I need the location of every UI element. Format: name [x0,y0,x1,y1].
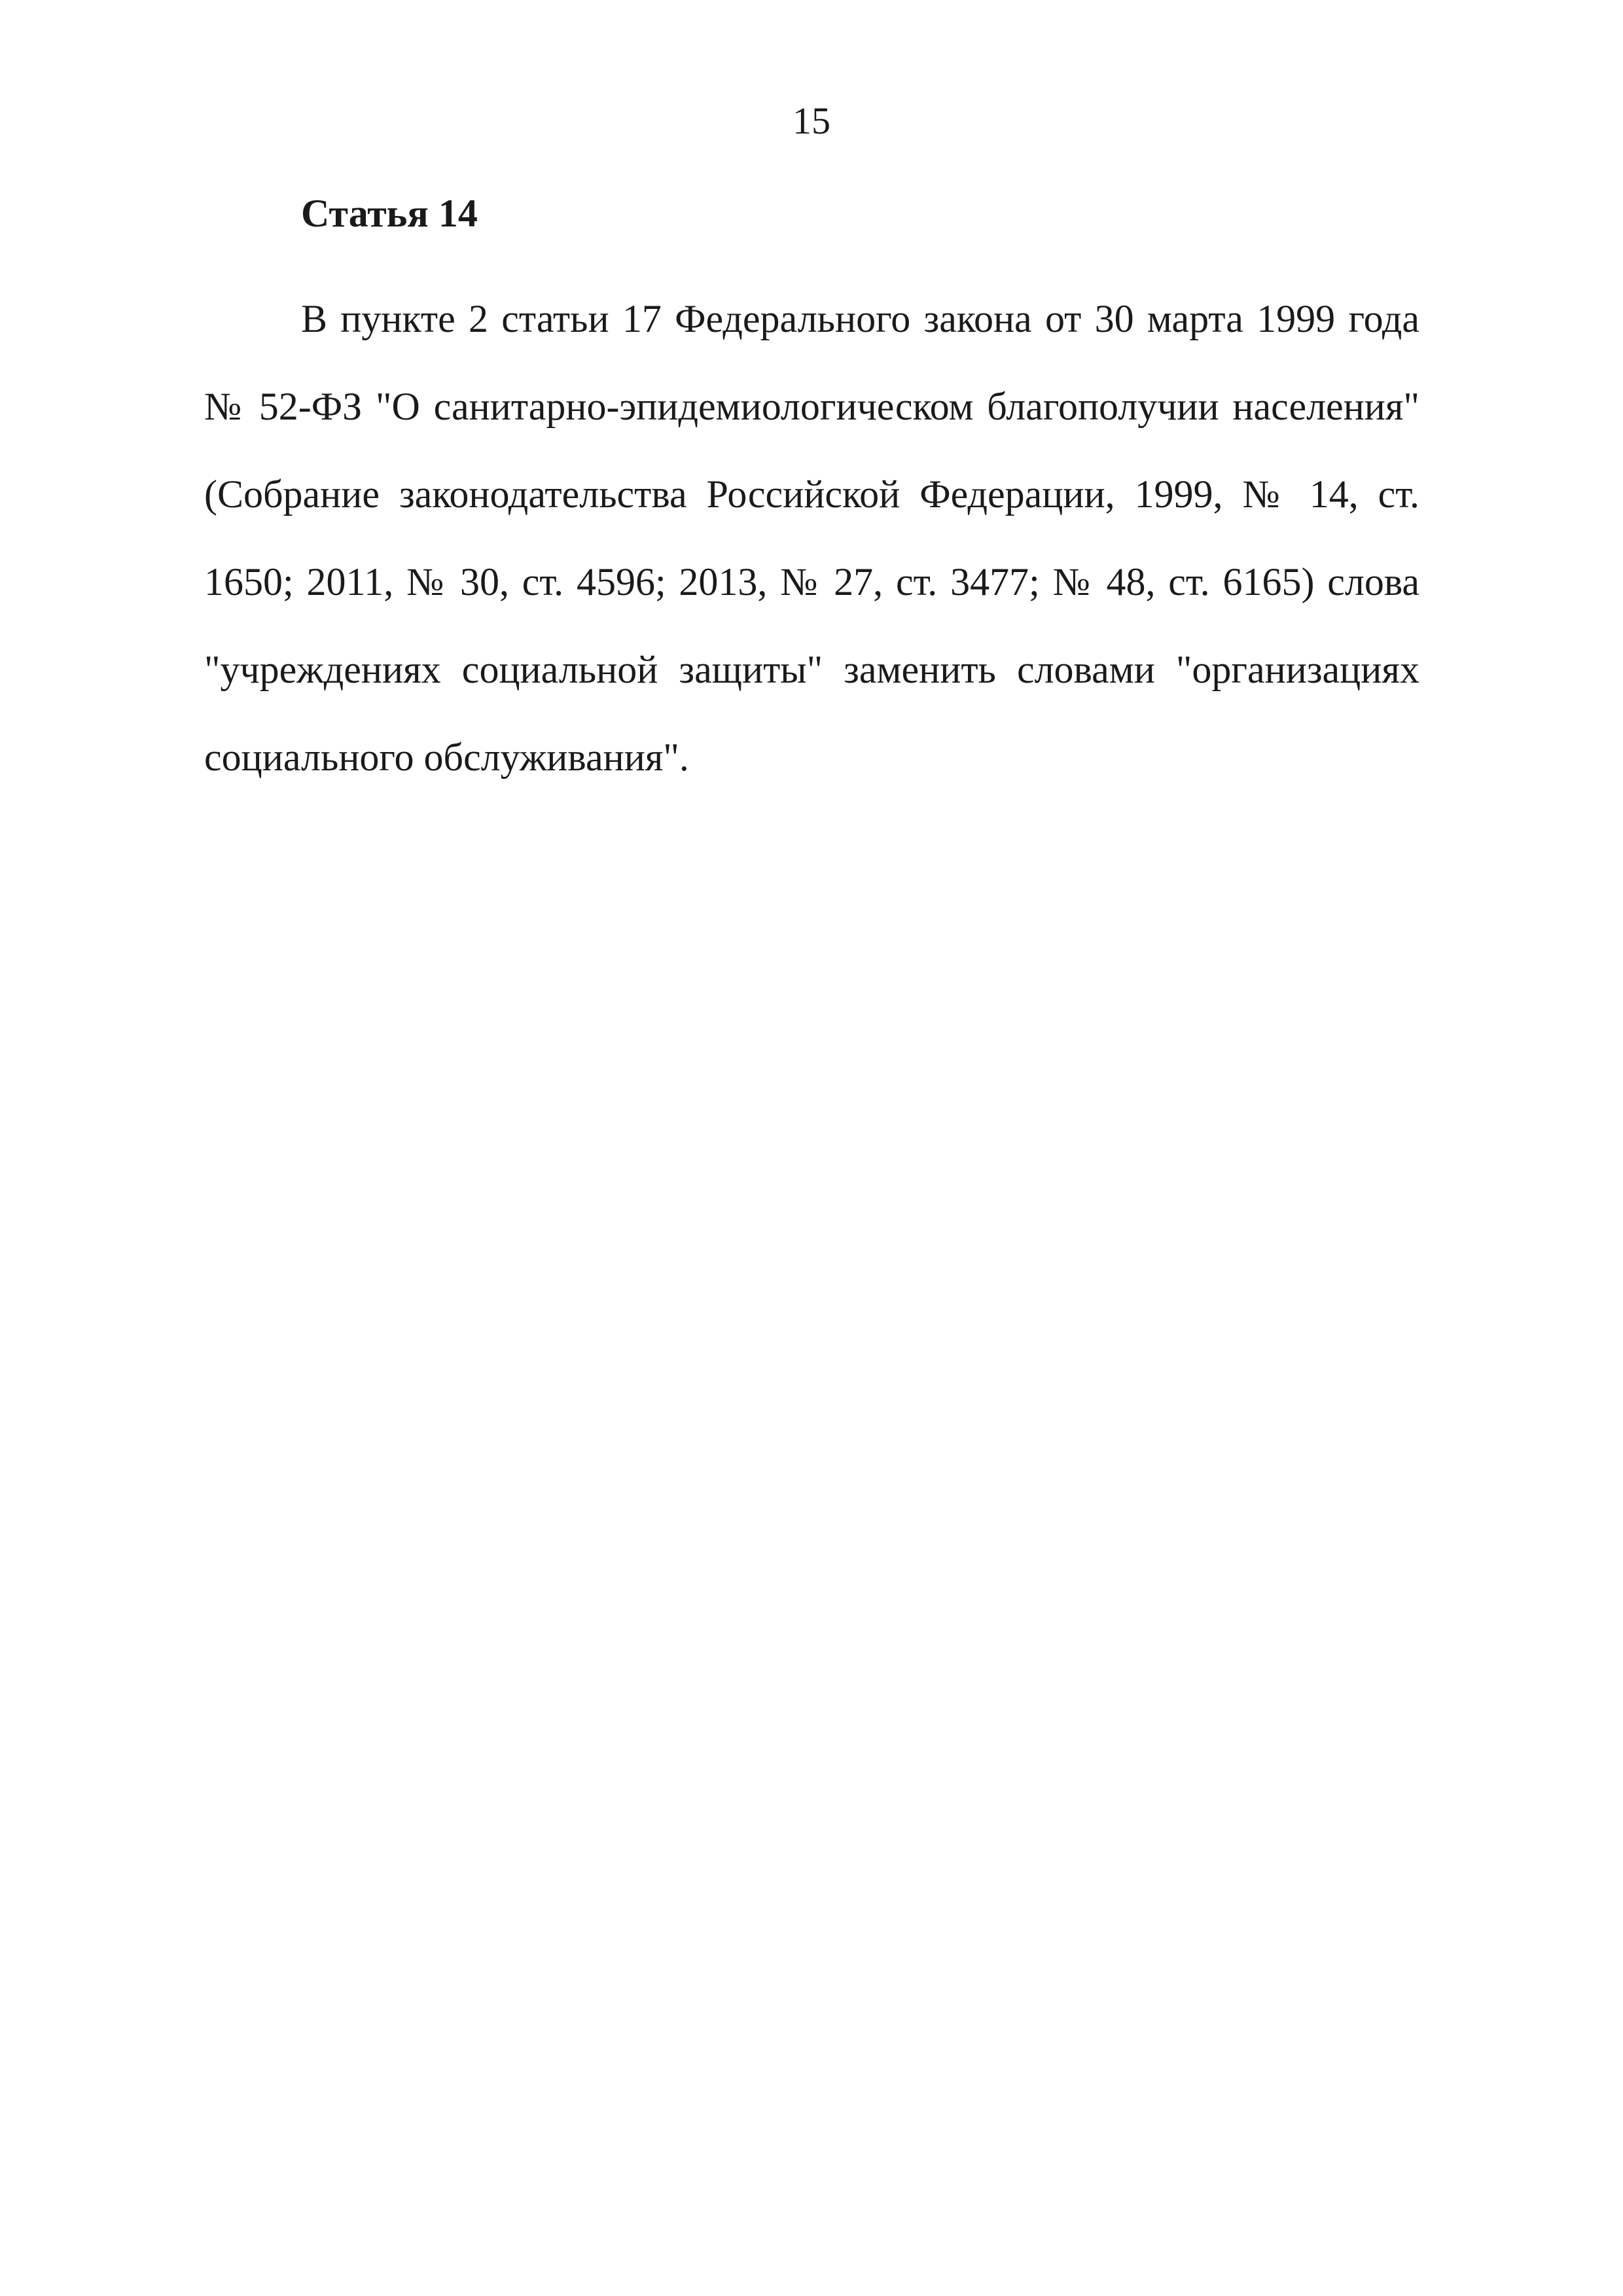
article-body: В пункте 2 статьи 17 Федерального закона от 30 марта 1999 года № 52-ФЗ "О санитарно-эпидемиологическом благополучии населения" (Собрание законодательства Российской Федерации, 1999, № 14, ст. 1650; 2011, № 30, ст. 4596; 2013, № 27, ст. 3477; № 48, ст. 6165) слова "учреждениях социальной защиты" заменить словами "организациях социального обслуживания". [204,297,1419,779]
article-title: Статья 14 [301,192,478,235]
page-number: 15 [793,99,830,142]
